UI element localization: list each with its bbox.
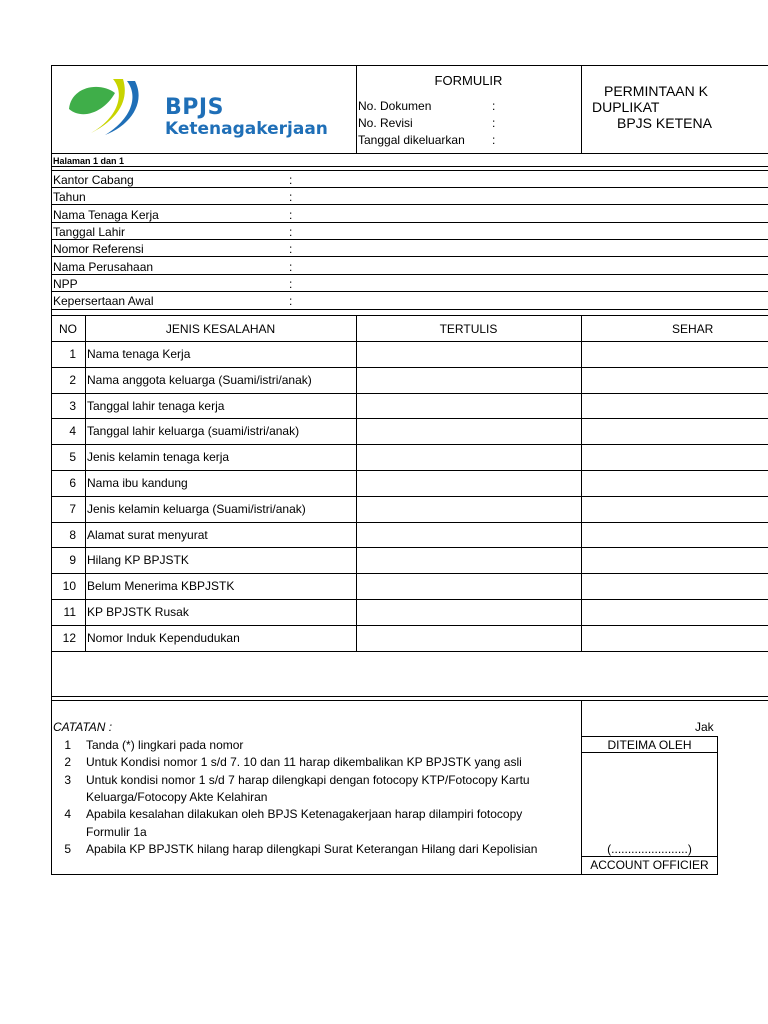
doc-field-colon: :	[492, 133, 496, 147]
info-field-line	[51, 204, 768, 205]
info-field-label: Nomor Referensi	[53, 242, 144, 257]
info-field-line	[51, 222, 768, 223]
info-field-line	[51, 274, 768, 275]
row-error-type: Belum Menerima KBPJSTK	[87, 579, 235, 594]
row-error-type: Nomor Induk Kependudukan	[87, 630, 240, 645]
info-field-label: Nama Tenaga Kerja	[53, 207, 159, 222]
formulir-label: FORMULIR	[434, 73, 503, 88]
info-field-label: Tanggal Lahir	[53, 224, 126, 239]
received-by-label: DITEIMA OLEH	[607, 738, 692, 752]
row-number: 4	[69, 424, 76, 439]
note-text: Apabila KP BPJSTK hilang harap dilengkapi Surat Keterangan Hilang dari Kepolisian	[86, 841, 538, 856]
table-row-line	[51, 651, 768, 652]
table-header-cell: NO	[59, 322, 77, 336]
row-error-type: Jenis kelamin tenaga kerja	[87, 450, 230, 465]
note-number: 4	[64, 807, 71, 822]
info-field-label: NPP	[53, 276, 78, 291]
table-row	[51, 367, 768, 393]
row-number: 7	[69, 501, 76, 516]
footer-line-2	[51, 700, 768, 701]
role-top-line	[581, 856, 718, 857]
signature-blank: (.......................)	[607, 842, 692, 856]
table-header-cell: TERTULIS	[439, 322, 498, 336]
note-text: Formulir 1a	[86, 824, 147, 839]
row-error-type: Jenis kelamin keluarga (Suami/istri/anak)	[87, 501, 306, 516]
row-number: 2	[69, 372, 76, 387]
header-bottom-line	[51, 153, 768, 154]
info-field-line	[51, 256, 768, 257]
info-field-colon: :	[289, 224, 293, 239]
info-field-colon: :	[289, 190, 293, 205]
row-error-type: Hilang KP BPJSTK	[87, 553, 189, 568]
doc-field-colon: :	[492, 116, 496, 130]
row-error-type: Tanggal lahir keluarga (suami/istri/anak)	[87, 424, 300, 439]
row-number: 12	[62, 630, 76, 645]
table-row	[51, 496, 768, 522]
row-number: 11	[63, 605, 76, 619]
bpjs-form	[51, 65, 768, 875]
table-header-cell: JENIS KESALAHAN	[165, 322, 276, 336]
table-top-line	[51, 315, 768, 316]
brand-name-top: BPJS	[165, 95, 224, 120]
notes-heading: CATATAN :	[53, 720, 113, 734]
note-text: Keluarga/Fotocopy Akte Kelahiran	[86, 789, 268, 804]
info-field-line	[51, 187, 768, 188]
row-error-type: Tanggal lahir tenaga kerja	[87, 398, 225, 413]
row-number: 5	[69, 450, 76, 465]
row-error-type: Nama ibu kandung	[87, 476, 188, 490]
table-row	[51, 393, 768, 419]
note-number: 2	[64, 755, 71, 770]
row-number: 1	[69, 347, 76, 361]
info-top-line	[51, 170, 768, 171]
footer-line-1	[51, 696, 768, 697]
row-number: 8	[69, 527, 76, 542]
received-top-line	[581, 736, 718, 737]
form-title-line: BPJS KETENA	[617, 115, 712, 131]
doc-field-label: No. Revisi	[358, 116, 413, 130]
row-number: 6	[69, 476, 76, 490]
table-row	[51, 599, 768, 625]
row-number: 9	[69, 553, 76, 568]
info-field-colon: :	[289, 242, 293, 257]
table-header-cell: SEHAR	[672, 322, 714, 336]
info-field-line	[51, 291, 768, 292]
table-row	[51, 625, 768, 651]
note-text: Untuk kondisi nomor 1 s/d 7 harap dilengkapi dengan fotocopy KTP/Fotocopy Kartu	[86, 772, 530, 787]
info-field-colon: :	[289, 276, 293, 291]
note-number: 3	[64, 772, 71, 787]
note-number: 1	[64, 738, 71, 752]
logo-mark-icon	[65, 75, 165, 137]
info-field-label: Kantor Cabang	[53, 173, 134, 187]
signature-place: Jak	[695, 720, 714, 734]
page-label-line	[51, 166, 768, 167]
row-number: 3	[69, 398, 76, 413]
info-field-colon: :	[289, 173, 293, 187]
form-title-line: PERMINTAAN K	[604, 83, 708, 99]
row-error-type: Alamat surat menyurat	[87, 527, 208, 542]
table-row	[51, 341, 768, 367]
page-label: Halaman 1 dan 1	[53, 156, 125, 166]
row-error-type: Nama anggota keluarga (Suami/istri/anak)	[87, 372, 312, 387]
table-row	[51, 522, 768, 548]
info-field-line	[51, 239, 768, 240]
info-field-label: Kepersertaan Awal	[53, 294, 154, 309]
table-row	[51, 573, 768, 599]
border-top	[51, 65, 768, 66]
form-title-line: DUPLIKAT	[592, 99, 660, 115]
brand-name-bottom: Ketenagakerjaan	[165, 119, 328, 139]
border-bottom	[51, 874, 718, 875]
info-field-label: Tahun	[53, 190, 86, 205]
doc-field-label: Tanggal dikeluarkan	[358, 133, 465, 147]
received-bottom-line	[581, 752, 718, 753]
doc-field-colon: :	[492, 99, 496, 113]
table-row	[51, 470, 768, 496]
info-field-colon: :	[289, 294, 293, 309]
info-field-colon: :	[289, 259, 293, 274]
account-officer-label: ACCOUNT OFFICIER	[590, 858, 709, 872]
info-field-colon: :	[289, 207, 293, 222]
note-text: Apabila kesalahan dilakukan oleh BPJS Ketenagakerjaan harap dilampiri fotocopy	[86, 807, 523, 822]
row-error-type: Nama tenaga Kerja	[87, 347, 191, 361]
note-text: Untuk Kondisi nomor 1 s/d 7. 10 dan 11 harap dikembalikan KP BPJSTK yang asli	[86, 755, 522, 770]
note-number: 5	[64, 841, 71, 856]
header-divider-2	[581, 65, 582, 153]
info-field-line	[51, 309, 768, 310]
table-row	[51, 418, 768, 444]
info-field-label: Nama Perusahaan	[53, 259, 154, 274]
table-row	[51, 547, 768, 573]
table-row	[51, 444, 768, 470]
doc-field-label: No. Dokumen	[358, 99, 432, 113]
note-text: Tanda (*) lingkari pada nomor	[86, 738, 244, 752]
row-number: 10	[62, 579, 76, 594]
bpjs-logo	[65, 75, 335, 137]
row-error-type: KP BPJSTK Rusak	[87, 605, 189, 619]
